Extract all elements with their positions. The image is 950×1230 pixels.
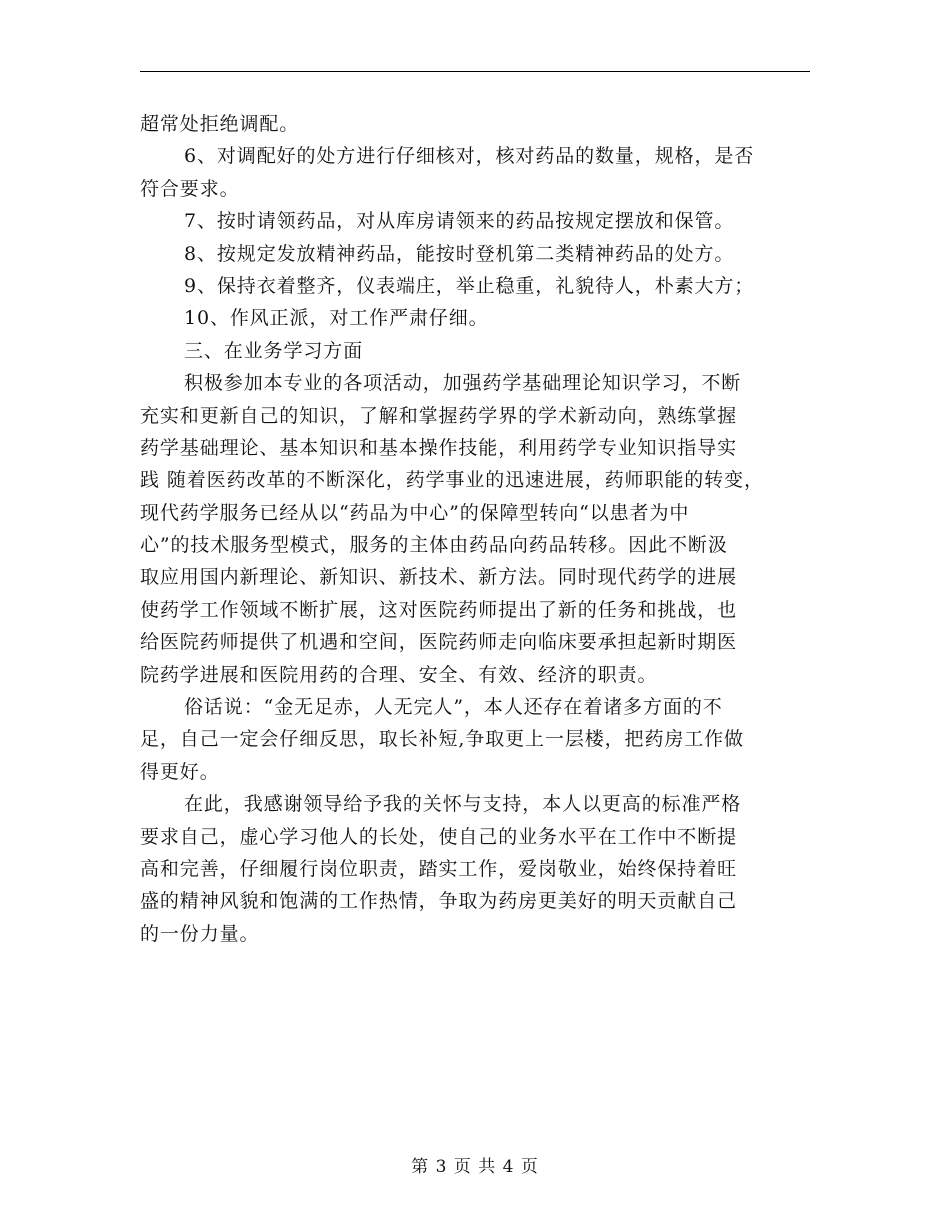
paragraph-line: 取应用国内新理论、新知识、新技术、新方法。同时现代药学的进展 xyxy=(140,566,738,589)
paragraph-line: 院药学进展和医院用药的合理、安全、有效、经济的职责。 xyxy=(140,663,658,686)
text-line: 超常处拒绝调配。 xyxy=(140,113,300,135)
paragraph-line: 的一份力量。 xyxy=(140,922,260,945)
text-line: 符合要求。 xyxy=(140,177,240,200)
document-body xyxy=(140,108,815,950)
paragraph-line: 足，自己一定会仔细反思，取长补短,争取更上一层楼，把药房工作做 xyxy=(140,728,744,751)
list-item-8: 8、按规定发放精神药品，能按时登机第二类精神药品的处方。 xyxy=(184,242,735,265)
list-item-7: 7、按时请领药品，对从库房请领来的药品按规定摆放和保管。 xyxy=(184,210,735,233)
paragraph-line: 充实和更新自己的知识，了解和掌握药学界的学术新动向，熟练掌握 xyxy=(140,404,738,427)
paragraph-line: 俗话说：“金无足赤，人无完人”，本人还存在着诸多方面的不 xyxy=(184,696,723,719)
paragraph-line: 高和完善，仔细履行岗位职责，踏实工作，爱岗敬业，始终保持着旺 xyxy=(140,857,738,880)
list-item-9: 9、保持衣着整齐，仪表端庄，举止稳重，礼貌待人，朴素大方； xyxy=(184,274,755,297)
paragraph-line: 心”的技术服务型模式，服务的主体由药品向药品转移。因此不断汲 xyxy=(140,534,728,557)
paragraph-line: 在此，我感谢领导给予我的关怀与支持，本人以更高的标准严格 xyxy=(184,793,742,816)
section-heading: 三、在业务学习方面 xyxy=(184,339,364,362)
paragraph-line: 要求自己，虚心学习他人的长处，使自己的业务水平在工作中不断提 xyxy=(140,825,738,848)
header-rule xyxy=(140,71,810,72)
list-item-10: 10、作风正派，对工作严肃仔细。 xyxy=(184,307,489,330)
paragraph-line: 给医院药师提供了机遇和空间，医院药师走向临床要承担起新时期医 xyxy=(140,631,738,654)
paragraph-line: 得更好。 xyxy=(140,760,220,783)
paragraph-line: 药学基础理论、基本知识和基本操作技能，利用药学专业知识指导实 xyxy=(140,436,738,459)
paragraph-line: 现代药学服务已经从以“药品为中心”的保障型转向“以患者为中 xyxy=(140,501,690,524)
paragraph-line: 积极参加本专业的各项活动，加强药学基础理论知识学习，不断 xyxy=(184,372,742,395)
paragraph-line: 盛的精神风貌和饱满的工作热情，争取为药房更美好的明天贡献自己 xyxy=(140,890,738,913)
page-number-footer: 第 3 页 共 4 页 xyxy=(411,1157,539,1177)
paragraph-line: 践 随着医药改革的不断深化，药学事业的迅速进展，药师职能的转变， xyxy=(140,469,764,492)
paragraph-line: 使药学工作领域不断扩展，这对医院药师提出了新的任务和挑战，也 xyxy=(140,598,738,621)
list-item-6: 6、对调配好的处方进行仔细核对，核对药品的数量，规格，是否 xyxy=(184,145,755,168)
